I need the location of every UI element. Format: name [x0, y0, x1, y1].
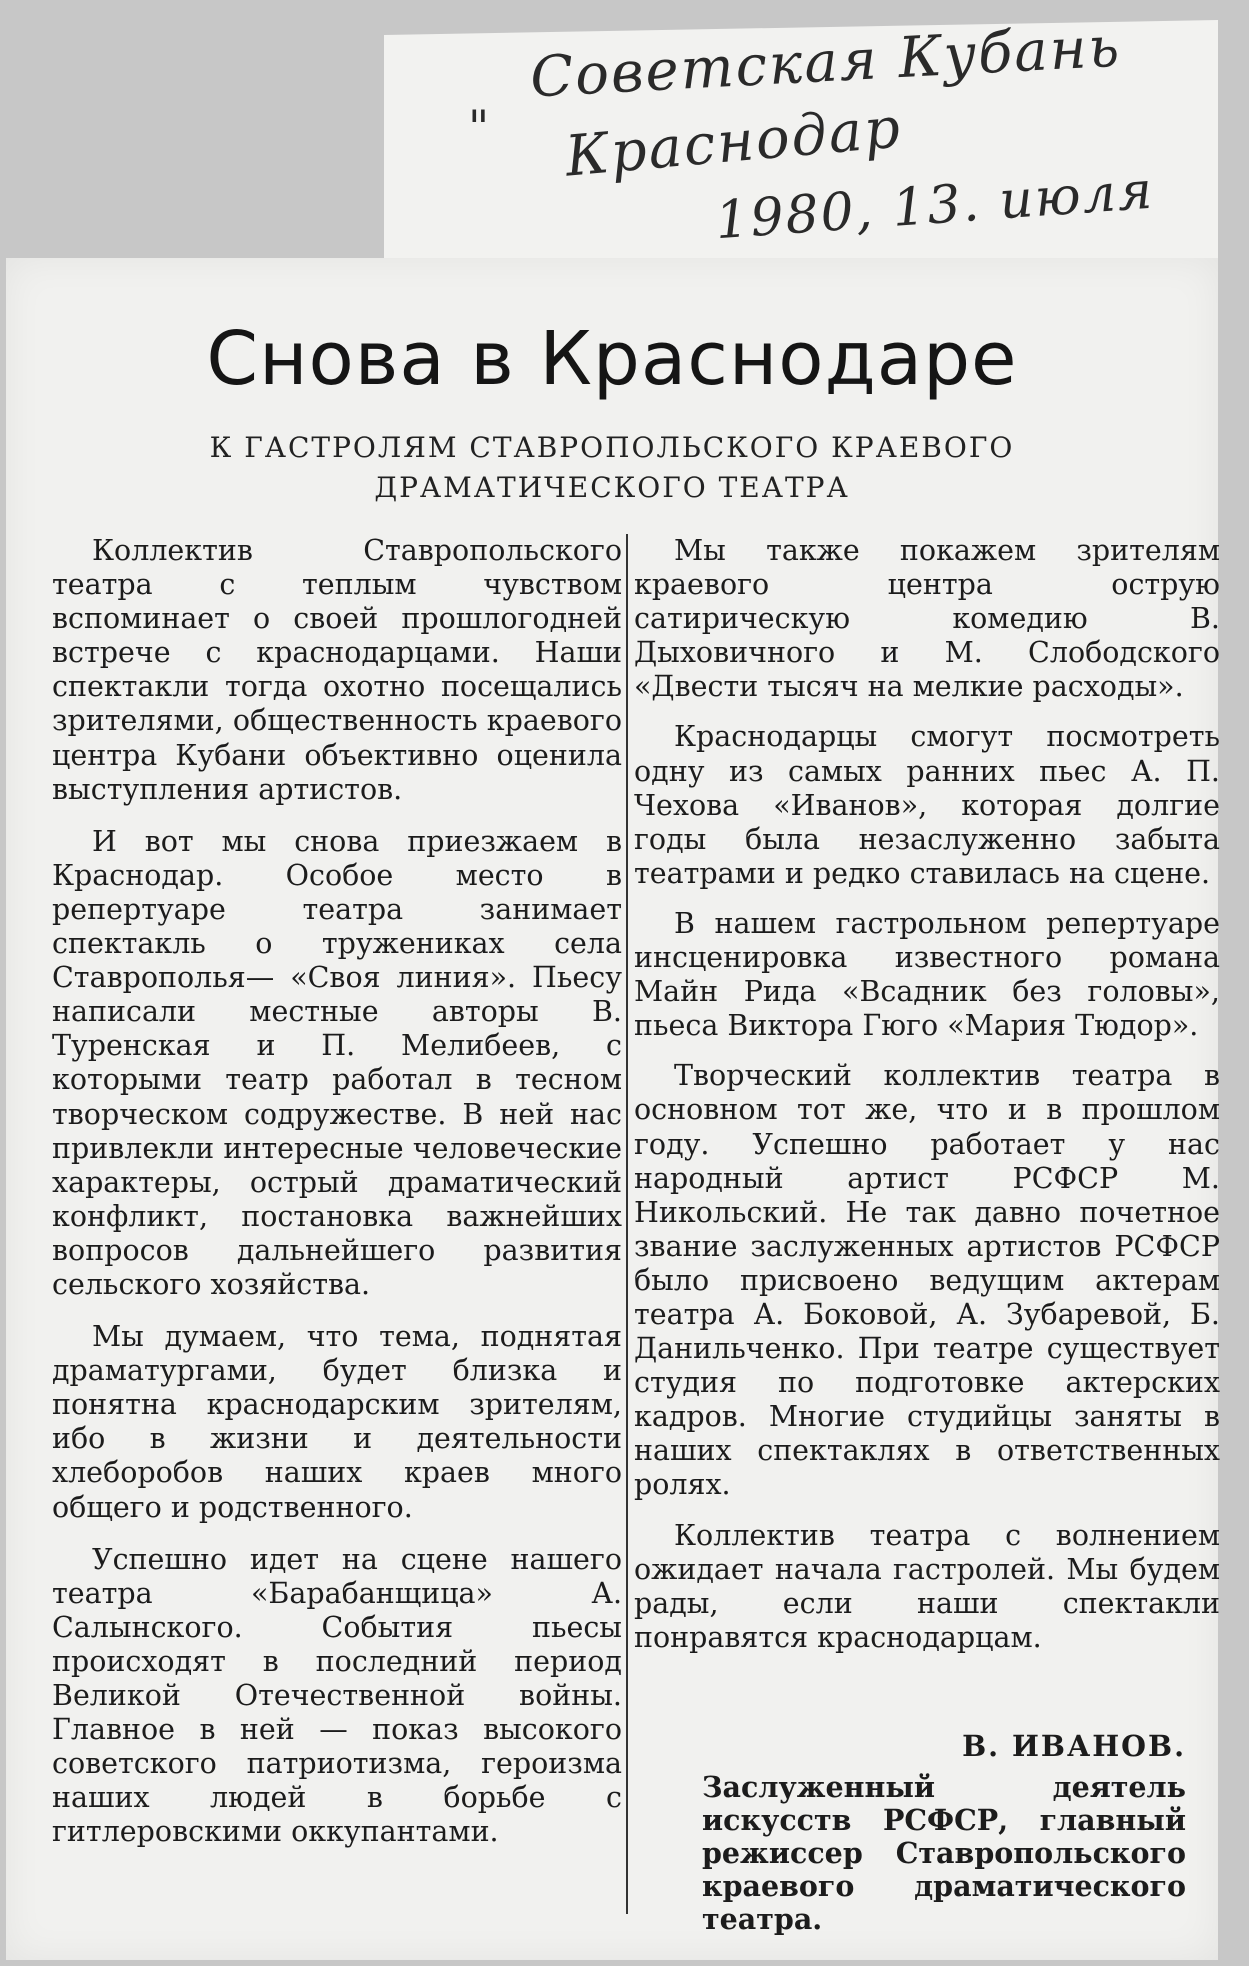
author-name: В. ИВАНОВ.: [962, 1729, 1186, 1763]
paragraph: Краснодарцы смогут посмотреть одну из самых ранних пьес А. П. Чехова «Иванов», которая долгие годы была незаслуженно забыта театрами и редко ставилась на сцене.: [634, 720, 1220, 890]
article-left-column: [52, 534, 622, 1867]
author-title: Заслуженный деятель искусств РСФСР, главный режиссер Ставропольского краевого драматического театра.: [702, 1770, 1186, 1936]
paragraph: Мы также покажем зрителям краевого центра острую сатирическую комедию В. Дыховичного и М. Слободского «Двести тысяч на мелкие расходы».: [634, 534, 1220, 704]
paragraph: И вот мы снова приезжаем в Краснодар. Особое место в репертуаре театра занимает спектакль о тружениках села Ставрополья— «Своя линия». Пьесу написали местные авторы В. Туренская и П. Мелибеев, с которыми театр работал в тесном творческом содружестве. В ней нас привлекли интересные человеческие характеры, острый драматический конфликт, постановка важнейших вопросов дальнейшего развития сельского хозяйства.: [52, 824, 622, 1301]
subheading-line-1: К ГАСТРОЛЯМ СТАВРОПОЛЬСКОГО КРАЕВОГО: [209, 431, 1015, 464]
author-signature: [702, 1730, 1186, 1936]
handwritten-city: Краснодар: [562, 95, 905, 190]
paragraph: Успешно идет на сцене нашего театра «Барабанщица» А. Салынского. События пьесы происходят в последний период Великой Отечественной войны. Главное в ней — показ высокого советского патриотизма, героизма наших людей в борьбе с гитлеровскими оккупантами.: [52, 1542, 622, 1849]
column-divider: [626, 534, 628, 1914]
paragraph: Коллектив театра с волнением ожидает начала гастролей. Мы будем рады, если наши спектакли понравятся краснодарцам.: [634, 1518, 1220, 1654]
article-subheading: [6, 428, 1218, 508]
handwritten-newspaper-name: Советская Кубань: [528, 14, 1123, 111]
subheading-line-2: ДРАМАТИЧЕСКОГО ТЕАТРА: [374, 471, 850, 504]
newspaper-clipping: [6, 258, 1218, 1960]
paragraph: Творческий коллектив театра в основном тот же, что и в прошлом году. Успешно работает у нас народный артист РСФСР М. Никольский. Не так давно почетное звание заслуженных артистов РСФСР было присвоено ведущим актерам театра А. Боковой, А. Зубаревой, Б. Данильченко. При театре существует студия по подготовке актерских кадров. Многие студийцы заняты в наших спектаклях в ответственных ролях.: [634, 1059, 1220, 1502]
paragraph: В нашем гастрольном репертуаре инсценировка известного романа Майн Рида «Всадник без головы», пьеса Виктора Гюго «Мария Тюдор».: [634, 906, 1220, 1043]
paragraph: Коллектив Ставропольского театра с теплым чувством вспоминает о своей прошлогодней встрече с краснодарцами. Наши спектакли тогда охотно посещались зрителями, общественность краевого центра Кубани объективно оценила выступления артистов.: [52, 534, 622, 806]
article-right-column: [634, 534, 1220, 1671]
article-headline: Снова в Краснодаре: [206, 316, 1018, 402]
handwritten-date: 1980, 13. июля: [713, 160, 1156, 252]
paragraph: Мы думаем, что тема, поднятая драматургами, будет близка и понятна краснодарским зрителям, ибо в жизни и деятельности хлеборобов наших краев много общего и родственного.: [52, 1320, 622, 1524]
handwritten-ditto-mark: ": [468, 100, 492, 154]
